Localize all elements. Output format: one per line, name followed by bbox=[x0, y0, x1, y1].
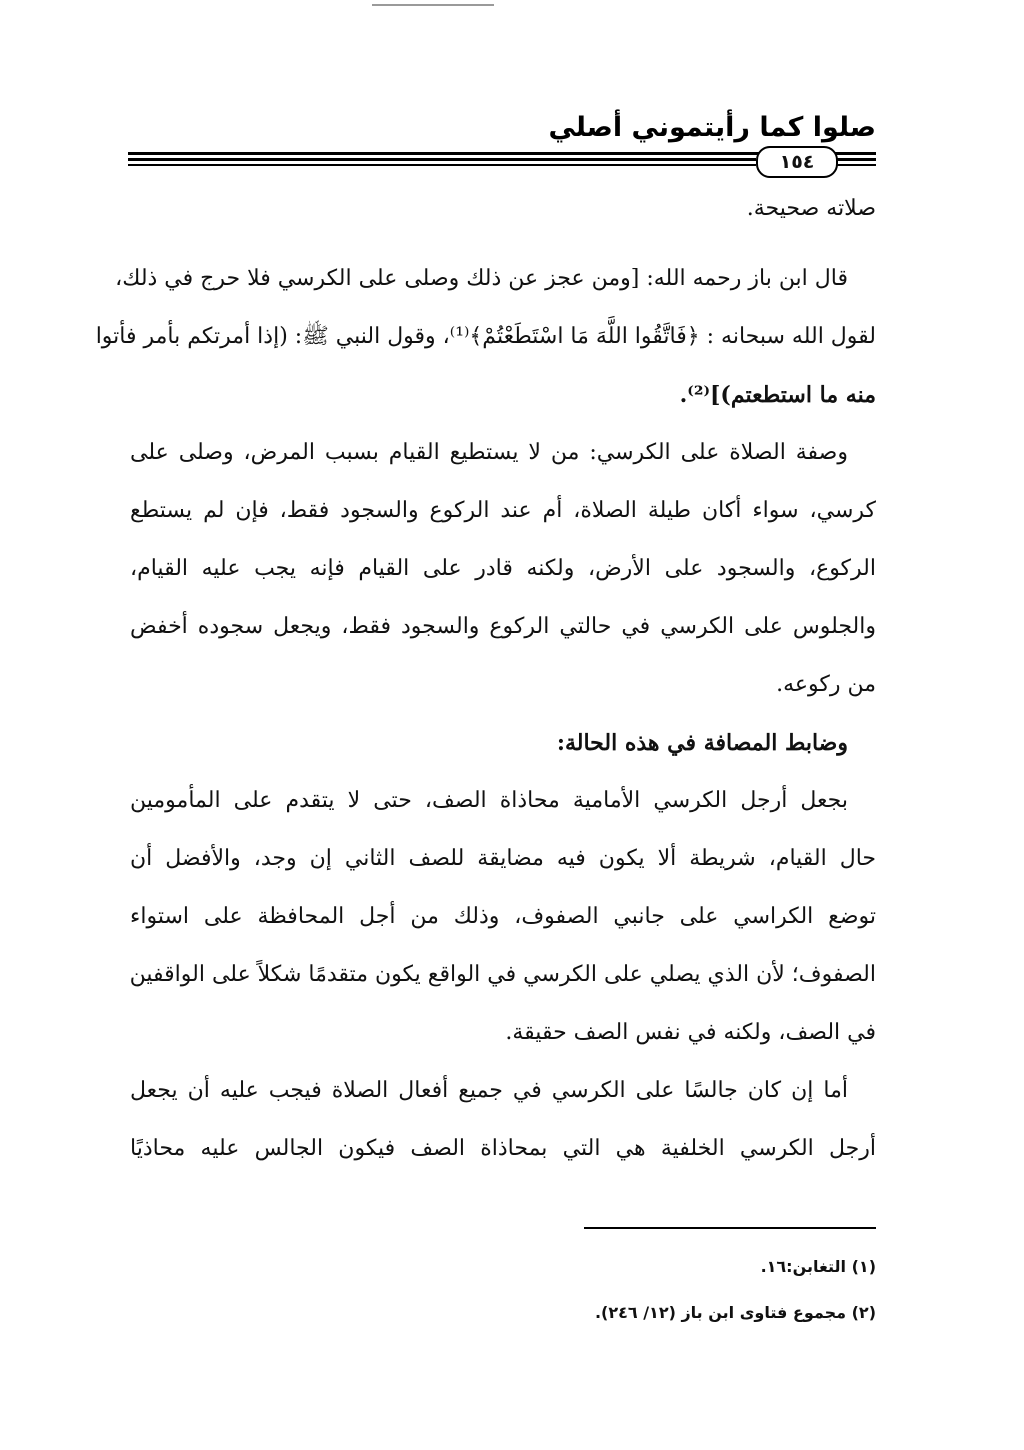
top-edge-line bbox=[372, 4, 494, 6]
body-text bbox=[95, 180, 876, 1178]
header-rule-double-top bbox=[128, 158, 756, 161]
text-line: توضع الكراسي على جانبي الصفوف، وذلك من أجل المحافظة على استواء bbox=[130, 904, 876, 929]
text-line: من ركوعه. bbox=[776, 672, 876, 697]
text-line: الصفوف؛ لأن الذي يصلي على الكرسي في الواقع يكون متقدمًا شكلاً على الواقفين bbox=[129, 962, 876, 987]
header-rule-double-bottom bbox=[128, 164, 756, 166]
text-line: في الصف، ولكنه في نفس الصف حقيقة. bbox=[505, 1020, 876, 1045]
page-number: ١٥٤ bbox=[756, 146, 838, 178]
text-line: لقول الله سبحانه : ﴿فَاتَّقُوا اللَّهَ مَا اسْتَطَعْتُمْ﴾⁽¹⁾، وقول النبي ﷺ: (إذا أمرتكم بأمر فأتوا bbox=[95, 324, 876, 349]
header-rule-right-top bbox=[836, 158, 876, 161]
text-line: والجلوس على الكرسي في حالتي الركوع والسجود فقط، ويجعل سجوده أخفض bbox=[130, 614, 876, 639]
section-heading: وضابط المصافة في هذه الحالة: bbox=[556, 730, 848, 756]
footnote: (٢) مجموع فتاوى ابن باز (١٢/ ٢٤٦). bbox=[594, 1303, 876, 1322]
book-title: صلوا كما رأيتموني أصلي bbox=[548, 112, 876, 143]
text-line: الركوع، والسجود على الأرض، ولكنه قادر على القيام فإنه يجب عليه القيام، bbox=[130, 556, 876, 581]
text-line: وصفة الصلاة على الكرسي: من لا يستطيع القيام بسبب المرض، وصلى على bbox=[130, 440, 848, 465]
text-line: أما إن كان جالسًا على الكرسي في جميع أفعال الصلاة فيجب عليه أن يجعل bbox=[130, 1078, 849, 1103]
text-line: منه ما استطعتم)]⁽²⁾. bbox=[679, 382, 876, 408]
footnotes bbox=[480, 1244, 876, 1336]
text-line: بجعل أرجل الكرسي الأمامية محاذاة الصف، حتى لا يتقدم على المأمومين bbox=[130, 788, 848, 813]
text-line: كرسي، سواء أكان طيلة الصلاة، أم عند الركوع والسجود فقط، فإن لم يستطع bbox=[130, 498, 876, 523]
text-line: أرجل الكرسي الخلفية هي التي بمحاذاة الصف فيكون الجالس عليه محاذيًا bbox=[130, 1136, 876, 1161]
header-rule-right-bottom bbox=[836, 164, 876, 166]
text-line: حال القيام، شريطة ألا يكون فيه مضايقة للصف الثاني إن وجد، والأفضل أن bbox=[130, 846, 876, 871]
text-line: قال ابن باز رحمه الله: [ومن عجز عن ذلك وصلى على الكرسي فلا حرج في ذلك، bbox=[115, 266, 848, 291]
text-line: صلاته صحيحة. bbox=[746, 196, 876, 221]
footnote-separator bbox=[584, 1227, 876, 1229]
footnote: (١) التغابن:١٦. bbox=[760, 1257, 876, 1276]
